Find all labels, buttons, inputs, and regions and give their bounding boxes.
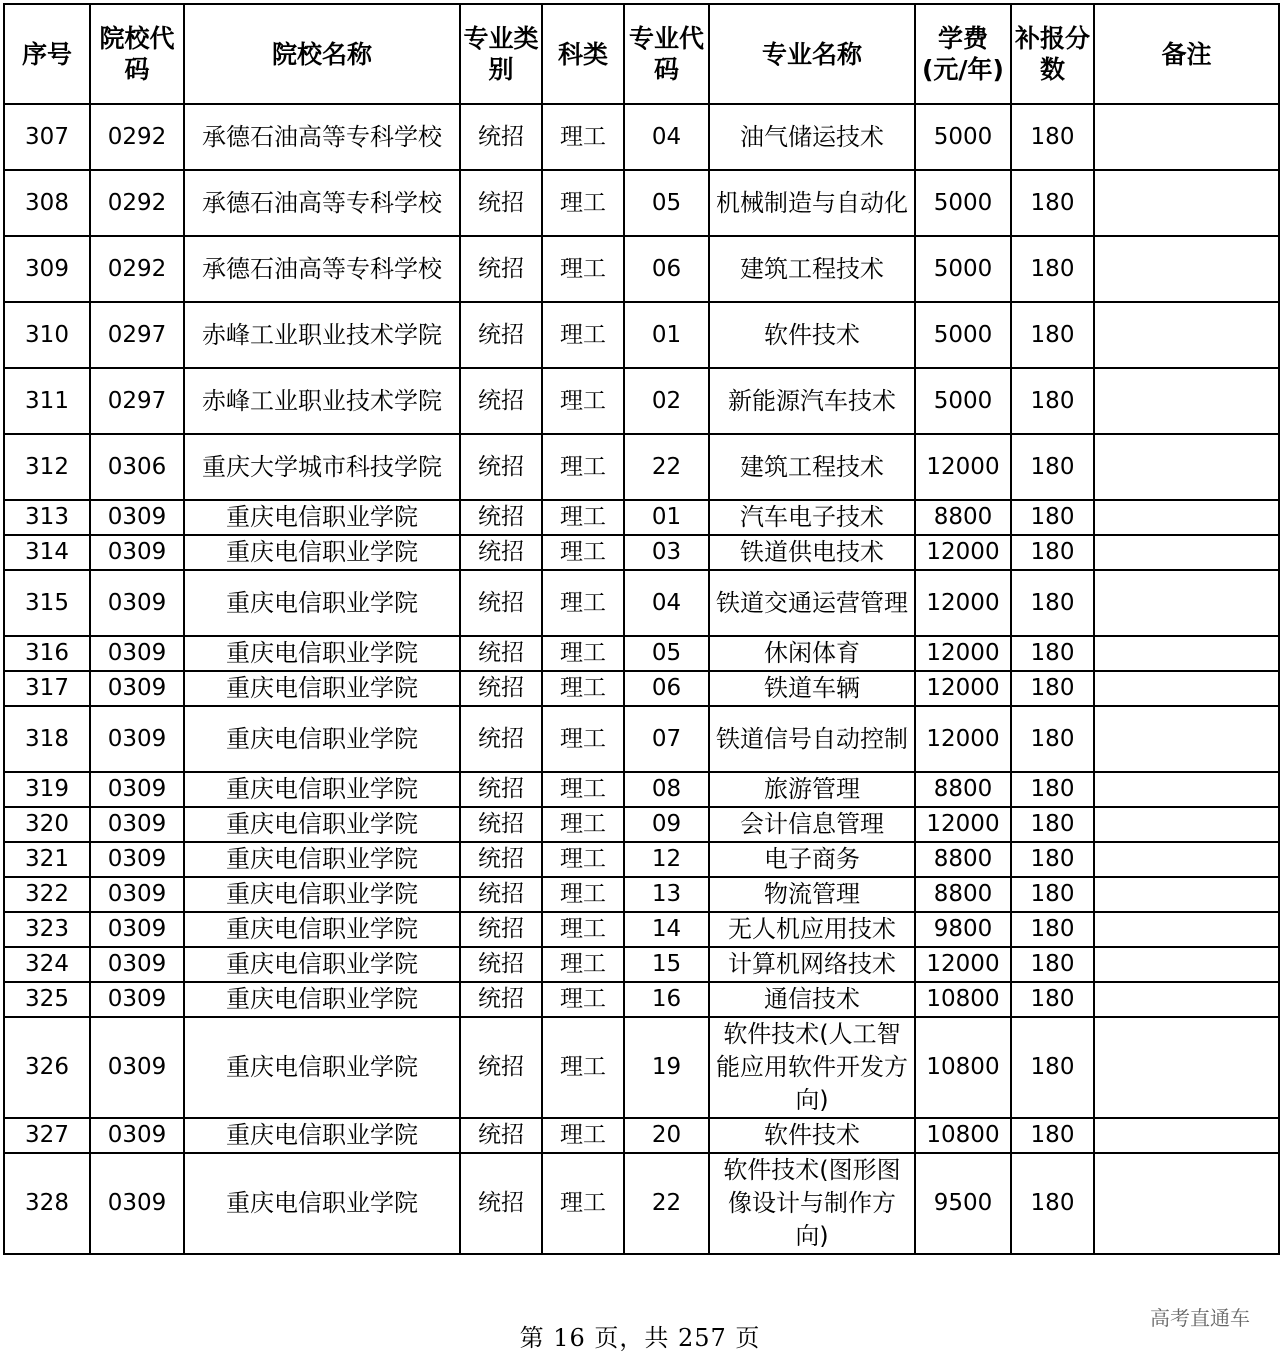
cell-major-name: 计算机网络技术	[709, 947, 915, 982]
cell-major-name: 机械制造与自动化	[709, 170, 915, 236]
cell-notes	[1094, 807, 1279, 842]
cell-seq: 322	[4, 877, 90, 912]
cell-major-category: 统招	[460, 947, 542, 982]
cell-major-name: 电子商务	[709, 842, 915, 877]
cell-tuition: 8800	[915, 500, 1011, 535]
cell-tuition: 5000	[915, 368, 1011, 434]
cell-notes	[1094, 104, 1279, 170]
cell-major-name: 铁道供电技术	[709, 535, 915, 570]
cell-seq: 307	[4, 104, 90, 170]
cell-major-name: 通信技术	[709, 982, 915, 1017]
cell-score: 180	[1011, 500, 1094, 535]
cell-major-category: 统招	[460, 1153, 542, 1254]
table-row	[4, 104, 1279, 170]
cell-score: 180	[1011, 772, 1094, 807]
cell-major-name: 汽车电子技术	[709, 500, 915, 535]
cell-major-category: 统招	[460, 772, 542, 807]
cell-school-name: 重庆电信职业学院	[184, 877, 460, 912]
header-major-category: 专业类别	[460, 4, 542, 104]
table-row	[4, 302, 1279, 368]
cell-tuition: 8800	[915, 842, 1011, 877]
cell-subject: 理工	[542, 947, 624, 982]
cell-notes	[1094, 1118, 1279, 1153]
cell-subject: 理工	[542, 842, 624, 877]
cell-school-code: 0309	[90, 842, 184, 877]
cell-major-name: 软件技术	[709, 1118, 915, 1153]
cell-school-code: 0309	[90, 807, 184, 842]
table-row	[4, 842, 1279, 877]
cell-tuition: 9800	[915, 912, 1011, 947]
cell-major-code: 05	[624, 170, 709, 236]
cell-subject: 理工	[542, 1153, 624, 1254]
cell-major-code: 22	[624, 434, 709, 500]
cell-notes	[1094, 877, 1279, 912]
cell-notes	[1094, 772, 1279, 807]
cell-major-code: 02	[624, 368, 709, 434]
cell-school-code: 0292	[90, 104, 184, 170]
cell-school-name: 重庆电信职业学院	[184, 1153, 460, 1254]
cell-tuition: 10800	[915, 982, 1011, 1017]
cell-subject: 理工	[542, 772, 624, 807]
cell-major-name: 建筑工程技术	[709, 434, 915, 500]
cell-notes	[1094, 912, 1279, 947]
cell-major-category: 统招	[460, 170, 542, 236]
table-row	[4, 636, 1279, 671]
cell-seq: 323	[4, 912, 90, 947]
cell-major-category: 统招	[460, 842, 542, 877]
cell-school-name: 重庆电信职业学院	[184, 570, 460, 636]
cell-major-category: 统招	[460, 434, 542, 500]
cell-major-name: 会计信息管理	[709, 807, 915, 842]
cell-subject: 理工	[542, 912, 624, 947]
cell-score: 180	[1011, 671, 1094, 706]
cell-notes	[1094, 368, 1279, 434]
page-number: 第 16 页，共 257 页	[519, 1324, 761, 1352]
cell-subject: 理工	[542, 1118, 624, 1153]
cell-major-name: 铁道信号自动控制	[709, 706, 915, 772]
cell-major-category: 统招	[460, 570, 542, 636]
cell-score: 180	[1011, 170, 1094, 236]
cell-school-code: 0309	[90, 706, 184, 772]
cell-school-name: 承德石油高等专科学校	[184, 104, 460, 170]
header-tuition: 学费(元/年)	[915, 4, 1011, 104]
table-row	[4, 772, 1279, 807]
cell-major-category: 统招	[460, 636, 542, 671]
cell-major-category: 统招	[460, 671, 542, 706]
cell-major-code: 12	[624, 842, 709, 877]
cell-school-code: 0309	[90, 636, 184, 671]
cell-tuition: 12000	[915, 535, 1011, 570]
cell-notes	[1094, 434, 1279, 500]
cell-school-name: 重庆电信职业学院	[184, 842, 460, 877]
cell-school-name: 重庆电信职业学院	[184, 1118, 460, 1153]
table-row	[4, 535, 1279, 570]
cell-seq: 317	[4, 671, 90, 706]
cell-score: 180	[1011, 1017, 1094, 1118]
table-row	[4, 500, 1279, 535]
cell-tuition: 5000	[915, 302, 1011, 368]
cell-school-code: 0292	[90, 236, 184, 302]
cell-major-category: 统招	[460, 500, 542, 535]
watermark: 高考直通车	[1150, 1306, 1250, 1330]
table-row	[4, 368, 1279, 434]
cell-seq: 319	[4, 772, 90, 807]
table-row	[4, 1118, 1279, 1153]
table-row	[4, 706, 1279, 772]
cell-school-code: 0297	[90, 302, 184, 368]
cell-score: 180	[1011, 302, 1094, 368]
cell-tuition: 8800	[915, 772, 1011, 807]
header-school-code: 院校代码	[90, 4, 184, 104]
table-row	[4, 877, 1279, 912]
cell-major-category: 统招	[460, 706, 542, 772]
cell-major-code: 08	[624, 772, 709, 807]
cell-major-code: 07	[624, 706, 709, 772]
cell-major-name: 油气储运技术	[709, 104, 915, 170]
cell-seq: 311	[4, 368, 90, 434]
cell-major-code: 05	[624, 636, 709, 671]
cell-school-name: 重庆电信职业学院	[184, 1017, 460, 1118]
cell-school-code: 0309	[90, 1017, 184, 1118]
cell-score: 180	[1011, 104, 1094, 170]
cell-school-name: 重庆电信职业学院	[184, 947, 460, 982]
cell-major-code: 04	[624, 104, 709, 170]
cell-school-name: 重庆电信职业学院	[184, 772, 460, 807]
table-row	[4, 570, 1279, 636]
cell-major-code: 06	[624, 671, 709, 706]
cell-notes	[1094, 236, 1279, 302]
cell-score: 180	[1011, 236, 1094, 302]
cell-subject: 理工	[542, 570, 624, 636]
cell-tuition: 12000	[915, 807, 1011, 842]
cell-score: 180	[1011, 368, 1094, 434]
cell-school-code: 0297	[90, 368, 184, 434]
cell-major-name: 无人机应用技术	[709, 912, 915, 947]
cell-tuition: 10800	[915, 1118, 1011, 1153]
header-row	[4, 4, 1279, 104]
cell-major-code: 09	[624, 807, 709, 842]
cell-seq: 315	[4, 570, 90, 636]
cell-major-code: 03	[624, 535, 709, 570]
cell-major-code: 20	[624, 1118, 709, 1153]
cell-major-code: 14	[624, 912, 709, 947]
cell-school-name: 重庆电信职业学院	[184, 535, 460, 570]
cell-school-code: 0309	[90, 982, 184, 1017]
cell-subject: 理工	[542, 500, 624, 535]
cell-seq: 325	[4, 982, 90, 1017]
cell-seq: 327	[4, 1118, 90, 1153]
cell-school-name: 重庆电信职业学院	[184, 807, 460, 842]
header-subject: 科类	[542, 4, 624, 104]
cell-notes	[1094, 570, 1279, 636]
cell-tuition: 12000	[915, 570, 1011, 636]
cell-seq: 316	[4, 636, 90, 671]
cell-seq: 314	[4, 535, 90, 570]
cell-school-name: 重庆大学城市科技学院	[184, 434, 460, 500]
cell-notes	[1094, 1017, 1279, 1118]
cell-tuition: 9500	[915, 1153, 1011, 1254]
cell-major-category: 统招	[460, 807, 542, 842]
cell-school-name: 重庆电信职业学院	[184, 912, 460, 947]
header-major-code: 专业代码	[624, 4, 709, 104]
cell-seq: 324	[4, 947, 90, 982]
table-row	[4, 947, 1279, 982]
header-notes: 备注	[1094, 4, 1279, 104]
cell-major-category: 统招	[460, 1017, 542, 1118]
cell-subject: 理工	[542, 877, 624, 912]
cell-score: 180	[1011, 535, 1094, 570]
cell-notes	[1094, 947, 1279, 982]
cell-tuition: 12000	[915, 706, 1011, 772]
cell-school-name: 承德石油高等专科学校	[184, 236, 460, 302]
cell-notes	[1094, 842, 1279, 877]
cell-major-category: 统招	[460, 104, 542, 170]
cell-score: 180	[1011, 434, 1094, 500]
cell-seq: 328	[4, 1153, 90, 1254]
cell-tuition: 12000	[915, 947, 1011, 982]
cell-seq: 312	[4, 434, 90, 500]
cell-tuition: 5000	[915, 170, 1011, 236]
cell-major-name: 建筑工程技术	[709, 236, 915, 302]
cell-notes	[1094, 706, 1279, 772]
cell-notes	[1094, 1153, 1279, 1254]
cell-major-category: 统招	[460, 1118, 542, 1153]
cell-school-name: 重庆电信职业学院	[184, 706, 460, 772]
cell-major-code: 19	[624, 1017, 709, 1118]
cell-subject: 理工	[542, 434, 624, 500]
header-score: 补报分数	[1011, 4, 1094, 104]
table-row	[4, 1017, 1279, 1118]
cell-score: 180	[1011, 636, 1094, 671]
cell-subject: 理工	[542, 236, 624, 302]
cell-school-name: 赤峰工业职业技术学院	[184, 368, 460, 434]
cell-major-name: 软件技术	[709, 302, 915, 368]
cell-subject: 理工	[542, 636, 624, 671]
cell-major-code: 16	[624, 982, 709, 1017]
cell-score: 180	[1011, 570, 1094, 636]
cell-tuition: 12000	[915, 671, 1011, 706]
cell-subject: 理工	[542, 302, 624, 368]
cell-tuition: 5000	[915, 236, 1011, 302]
cell-seq: 326	[4, 1017, 90, 1118]
cell-school-name: 重庆电信职业学院	[184, 500, 460, 535]
cell-major-code: 06	[624, 236, 709, 302]
table-row	[4, 170, 1279, 236]
cell-school-code: 0306	[90, 434, 184, 500]
cell-notes	[1094, 302, 1279, 368]
cell-school-name: 赤峰工业职业技术学院	[184, 302, 460, 368]
cell-score: 180	[1011, 982, 1094, 1017]
cell-tuition: 8800	[915, 877, 1011, 912]
table-row	[4, 982, 1279, 1017]
cell-major-code: 15	[624, 947, 709, 982]
cell-major-code: 13	[624, 877, 709, 912]
cell-school-code: 0309	[90, 1118, 184, 1153]
cell-subject: 理工	[542, 706, 624, 772]
cell-school-code: 0309	[90, 912, 184, 947]
header-major-name: 专业名称	[709, 4, 915, 104]
cell-notes	[1094, 671, 1279, 706]
cell-notes	[1094, 982, 1279, 1017]
cell-score: 180	[1011, 912, 1094, 947]
cell-school-code: 0309	[90, 772, 184, 807]
cell-seq: 321	[4, 842, 90, 877]
cell-seq: 308	[4, 170, 90, 236]
cell-subject: 理工	[542, 368, 624, 434]
cell-subject: 理工	[542, 535, 624, 570]
cell-major-category: 统招	[460, 535, 542, 570]
cell-seq: 309	[4, 236, 90, 302]
cell-score: 180	[1011, 706, 1094, 772]
cell-tuition: 12000	[915, 434, 1011, 500]
cell-score: 180	[1011, 877, 1094, 912]
cell-major-name: 新能源汽车技术	[709, 368, 915, 434]
cell-seq: 320	[4, 807, 90, 842]
cell-seq: 310	[4, 302, 90, 368]
cell-score: 180	[1011, 807, 1094, 842]
table-row	[4, 236, 1279, 302]
cell-school-code: 0292	[90, 170, 184, 236]
cell-major-category: 统招	[460, 368, 542, 434]
cell-subject: 理工	[542, 1017, 624, 1118]
cell-school-code: 0309	[90, 535, 184, 570]
cell-major-code: 22	[624, 1153, 709, 1254]
cell-school-code: 0309	[90, 1153, 184, 1254]
cell-notes	[1094, 170, 1279, 236]
cell-major-name: 休闲体育	[709, 636, 915, 671]
header-seq: 序号	[4, 4, 90, 104]
cell-major-name: 软件技术(图形图像设计与制作方向)	[709, 1153, 915, 1254]
cell-tuition: 12000	[915, 636, 1011, 671]
cell-subject: 理工	[542, 170, 624, 236]
cell-score: 180	[1011, 947, 1094, 982]
cell-score: 180	[1011, 842, 1094, 877]
cell-school-name: 承德石油高等专科学校	[184, 170, 460, 236]
cell-seq: 313	[4, 500, 90, 535]
table-row	[4, 434, 1279, 500]
cell-score: 180	[1011, 1153, 1094, 1254]
table-row	[4, 912, 1279, 947]
cell-major-code: 01	[624, 302, 709, 368]
cell-major-name: 软件技术(人工智能应用软件开发方向)	[709, 1017, 915, 1118]
cell-subject: 理工	[542, 982, 624, 1017]
cell-major-category: 统招	[460, 236, 542, 302]
cell-major-name: 旅游管理	[709, 772, 915, 807]
header-school-name: 院校名称	[184, 4, 460, 104]
cell-subject: 理工	[542, 104, 624, 170]
cell-major-code: 04	[624, 570, 709, 636]
cell-tuition: 5000	[915, 104, 1011, 170]
cell-school-code: 0309	[90, 877, 184, 912]
cell-notes	[1094, 500, 1279, 535]
cell-school-code: 0309	[90, 671, 184, 706]
cell-tuition: 10800	[915, 1017, 1011, 1118]
cell-major-name: 铁道交通运营管理	[709, 570, 915, 636]
cell-major-category: 统招	[460, 302, 542, 368]
cell-major-name: 铁道车辆	[709, 671, 915, 706]
cell-school-name: 重庆电信职业学院	[184, 636, 460, 671]
cell-score: 180	[1011, 1118, 1094, 1153]
cell-school-name: 重庆电信职业学院	[184, 982, 460, 1017]
cell-notes	[1094, 535, 1279, 570]
cell-major-code: 01	[624, 500, 709, 535]
admissions-table	[3, 3, 1280, 1255]
cell-school-code: 0309	[90, 500, 184, 535]
cell-seq: 318	[4, 706, 90, 772]
cell-major-name: 物流管理	[709, 877, 915, 912]
table-row	[4, 671, 1279, 706]
cell-school-code: 0309	[90, 570, 184, 636]
cell-notes	[1094, 636, 1279, 671]
cell-subject: 理工	[542, 671, 624, 706]
cell-major-category: 统招	[460, 877, 542, 912]
cell-school-name: 重庆电信职业学院	[184, 671, 460, 706]
cell-school-code: 0309	[90, 947, 184, 982]
cell-subject: 理工	[542, 807, 624, 842]
table-row	[4, 1153, 1279, 1254]
cell-major-category: 统招	[460, 912, 542, 947]
cell-major-category: 统招	[460, 982, 542, 1017]
table-row	[4, 807, 1279, 842]
